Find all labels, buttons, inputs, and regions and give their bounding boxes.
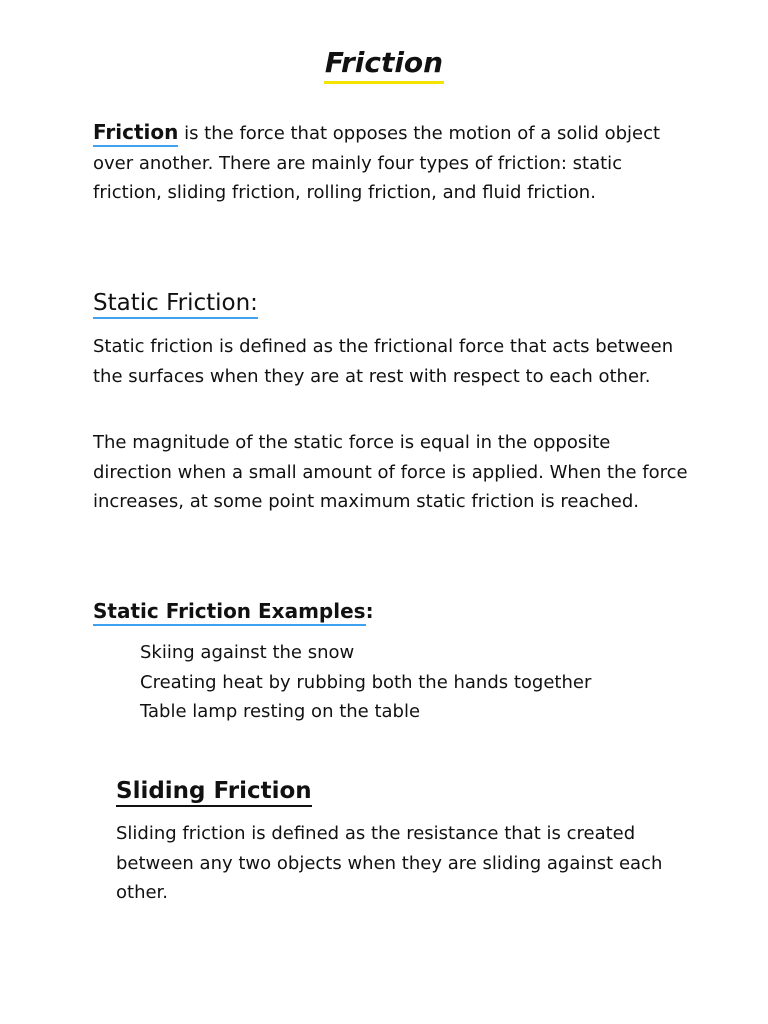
document-title [0,46,768,84]
static-magnitude-paragraph: The magnitude of the static force is equal in the opposite direction when a small amount of force is applied. When the force increases, at some point maximum static friction is reached. [93,432,688,512]
static-examples-heading-text: Static Friction Examples [93,599,366,626]
sliding-friction-heading-text: Sliding Friction [116,778,312,807]
sliding-definition-paragraph: Sliding friction is defined as the resistance that is created between any two objects when they are sliding against each other. [116,823,663,903]
document-title-text: Friction [324,46,444,84]
intro-text: is the force that opposes the motion of a solid object over another. There are mainly four types of friction: static friction, sliding friction, rolling friction, and fluid friction. [93,123,661,203]
friction-term: Friction [93,120,178,147]
static-friction-heading [93,288,258,318]
static-friction-heading-text: Static Friction: [93,290,258,319]
example-item: Creating heat by rubbing both the hands together [140,671,592,693]
static-examples-heading [93,596,374,626]
sliding-friction-heading [116,776,312,806]
static-examples-heading-colon: : [365,599,374,623]
example-item: Skiing against the snow [140,642,355,663]
example-item: Table lamp resting on the table [140,701,421,722]
static-examples-list [140,638,700,727]
intro-paragraph [93,118,693,208]
static-definition-paragraph: Static friction is defined as the frictional force that acts between the surfaces when they are at rest with respect to each other. [93,336,674,387]
